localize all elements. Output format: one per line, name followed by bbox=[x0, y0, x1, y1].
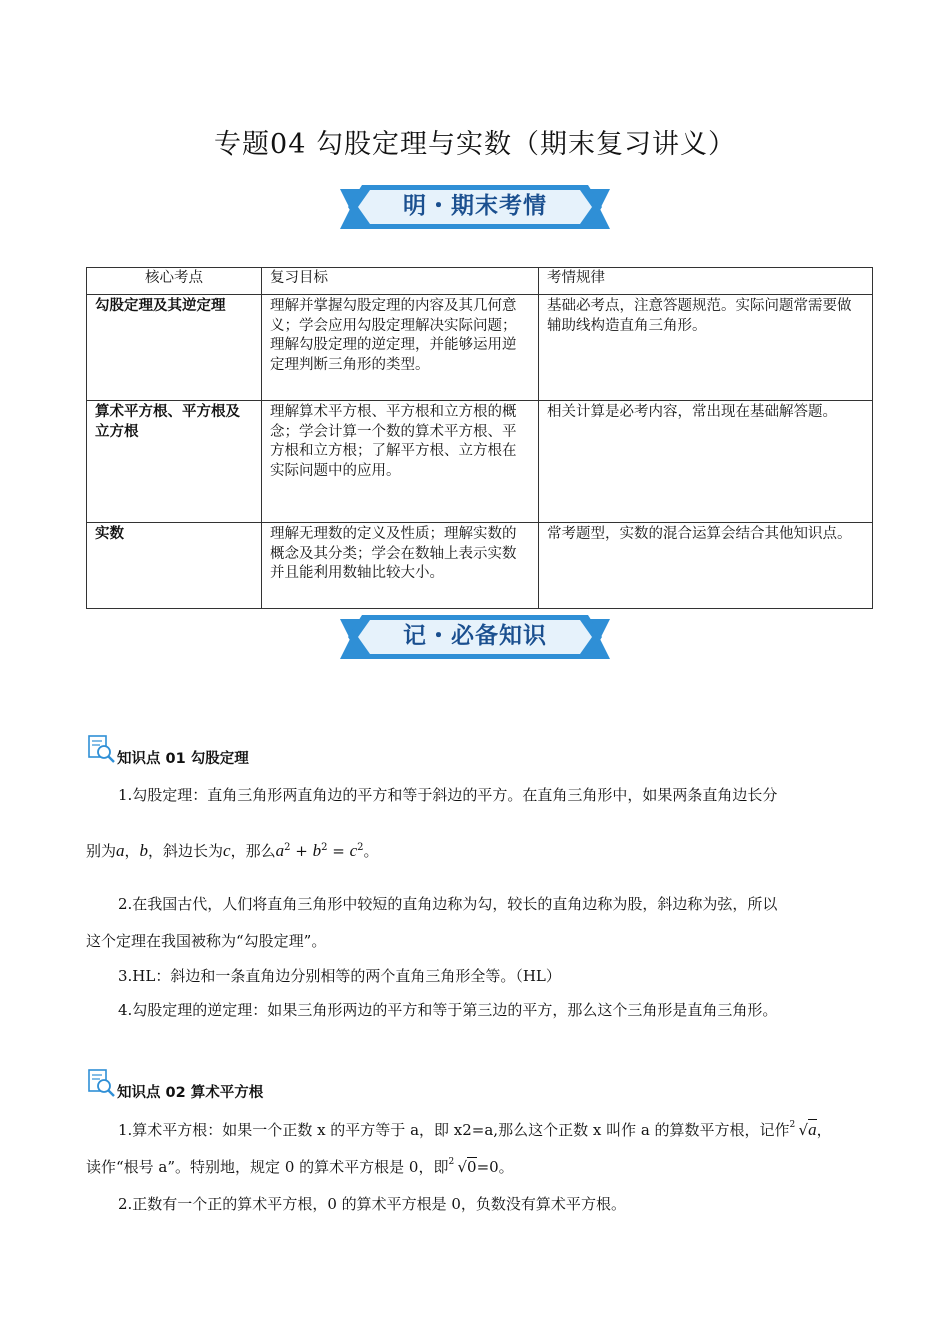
text: =0。 bbox=[476, 1158, 514, 1176]
root-index: 2 bbox=[789, 1120, 796, 1130]
table-cell-pattern: 相关计算是必考内容，常出现在基础解答题。 bbox=[539, 401, 873, 523]
text: 。 bbox=[363, 842, 379, 860]
exponent: 2 bbox=[357, 842, 364, 853]
text: ， bbox=[124, 842, 140, 860]
radicand-a: a bbox=[808, 1120, 817, 1139]
table-header-row bbox=[87, 268, 873, 295]
table-row bbox=[87, 523, 873, 609]
kp2-paragraph-2: 2.正数有一个正的算术平方根，0 的算术平方根是 0，负数没有算术平方根。 bbox=[118, 1195, 626, 1213]
kp2-paragraph-1a bbox=[86, 1119, 898, 1141]
knowledge-point-02-label: 知识点 02 算术平方根 bbox=[117, 1085, 264, 1101]
exponent: 2 bbox=[284, 842, 291, 853]
text: 别为 bbox=[86, 842, 117, 860]
table-cell-topic: 算术平方根、平方根及立方根 bbox=[87, 401, 262, 523]
root-index: 2 bbox=[448, 1157, 455, 1167]
var-b: b bbox=[139, 841, 149, 860]
table-cell-topic: 勾股定理及其逆定理 bbox=[87, 295, 262, 401]
banner-exam-overview bbox=[340, 183, 610, 235]
table-row bbox=[87, 401, 873, 523]
page-title: 专题04 勾股定理与实数（期末复习讲义） bbox=[214, 129, 736, 160]
knowledge-point-01-label: 知识点 01 勾股定理 bbox=[117, 751, 249, 767]
text: ，斜边长为 bbox=[148, 842, 224, 860]
kp2-paragraph-1b bbox=[86, 1156, 866, 1178]
table-header-cell: 考情规律 bbox=[539, 268, 873, 295]
kp1-paragraph-2a: 2.在我国古代，人们将直角三角形中较短的直角边称为勾，较长的直角边称为股，斜边称为弦，所以 bbox=[118, 895, 778, 913]
table-row bbox=[87, 295, 873, 401]
kp1-paragraph-2b: 这个定理在我国被称为“勾股定理”。 bbox=[86, 932, 327, 950]
var-c: c bbox=[223, 841, 231, 860]
plus: + bbox=[290, 842, 313, 860]
var-a: a bbox=[116, 841, 125, 860]
table-header-cell: 复习目标 bbox=[262, 268, 539, 295]
document-magnifier-icon bbox=[86, 1068, 116, 1098]
text: ， bbox=[816, 1121, 832, 1139]
exam-overview-table bbox=[86, 267, 873, 609]
text: 1.算术平方根：如果一个正数 x 的平方等于 a，即 x2=a,那么这个正数 x 叫作 a 的算数平方根，记作 bbox=[118, 1121, 790, 1139]
table-cell-goal: 理解无理数的定义及性质；理解实数的概念及其分类；学会在数轴上表示实数并且能利用数轴比较大小。 bbox=[262, 523, 539, 609]
equals: = bbox=[327, 842, 350, 860]
document-magnifier-icon bbox=[86, 734, 116, 764]
radicand-zero: 0 bbox=[467, 1158, 477, 1176]
kp1-paragraph-3: 3.HL：斜边和一条直角边分别相等的两个直角三角形全等。（HL） bbox=[118, 967, 561, 985]
text: ，那么 bbox=[230, 842, 276, 860]
formula-c: c bbox=[349, 841, 358, 860]
text: 读作“根号 a”。特别地，规定 0 的算术平方根是 0，即 bbox=[86, 1158, 449, 1176]
square-root-a: 2 √a bbox=[790, 1119, 817, 1141]
pythagorean-formula bbox=[276, 842, 364, 860]
table-cell-goal: 理解算术平方根、平方根和立方根的概念；学会计算一个数的算术平方根、平方根和立方根；了解平方根、立方根在实际问题中的应用。 bbox=[262, 401, 539, 523]
banner-essential-knowledge-label: 记・必备知识 bbox=[403, 623, 547, 649]
banner-essential-knowledge bbox=[340, 613, 610, 665]
table-cell-pattern: 常考题型，实数的混合运算会结合其他知识点。 bbox=[539, 523, 873, 609]
kp1-paragraph-4: 4.勾股定理的逆定理：如果三角形两边的平方和等于第三边的平方，那么这个三角形是直角三角形。 bbox=[118, 1001, 778, 1019]
table-header-cell: 核心考点 bbox=[87, 268, 262, 295]
banner-exam-overview-label: 明・期末考情 bbox=[403, 193, 547, 219]
table-cell-topic: 实数 bbox=[87, 523, 262, 609]
kp1-paragraph-1a: 1.勾股定理：直角三角形两直角边的平方和等于斜边的平方。在直角三角形中，如果两条直角边长分 bbox=[118, 786, 778, 804]
exponent: 2 bbox=[321, 842, 328, 853]
table-cell-goal: 理解并掌握勾股定理的内容及其几何意义；学会应用勾股定理解决实际问题；理解勾股定理的逆定理，并能够运用逆定理判断三角形的类型。 bbox=[262, 295, 539, 401]
table-cell-pattern: 基础必考点，注意答题规范。实际问题常需要做辅助线构造直角三角形。 bbox=[539, 295, 873, 401]
kp1-paragraph-1b bbox=[86, 837, 866, 862]
square-root-zero: 2 √0 bbox=[448, 1156, 476, 1178]
formula-b: b bbox=[312, 841, 322, 860]
formula-a: a bbox=[275, 841, 285, 860]
